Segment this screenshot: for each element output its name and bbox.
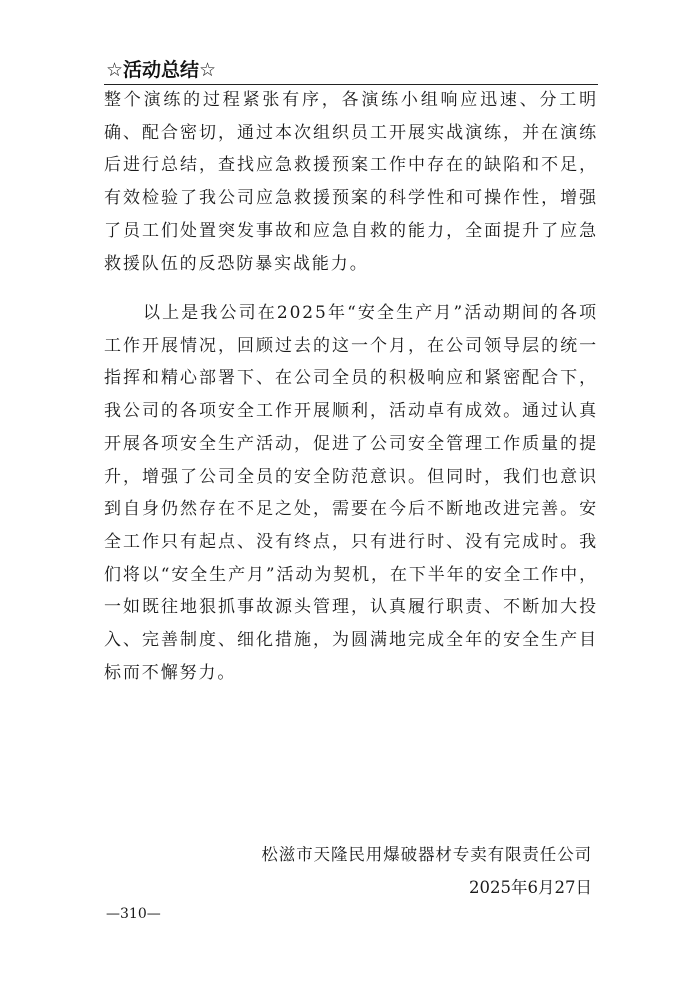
- summary-paragraph-1: 整个演练的过程紧张有序，各演练小组响应迅速、分工明确、配合密切，通过本次组织员工开展实战演练，并在演练后进行总结，查找应急救援预案工作中存在的缺陷和不足，有效检验了我公司应急救援预案的科学性和可操作性，增强了员工们处置突发事故和应急自救的能力，全面提升了应急救援队伍的反恐防暴实战能力。: [104, 90, 598, 274]
- signature-company: 松滋市天隆民用爆破器材专卖有限责任公司: [261, 845, 592, 864]
- signature-date: 2025年6月27日: [469, 878, 592, 897]
- page-number: —310—: [106, 906, 161, 922]
- section-title: ☆活动总结☆: [106, 59, 217, 81]
- summary-paragraph-2: 以上是我公司在2025年“安全生产月”活动期间的各项工作开展情况，回顾过去的这一个月，在公司领导层的统一指挥和精心部署下、在公司全员的积极响应和紧密配合下，我公司的各项安全工作开展顺利，活动卓有成效。通过认真开展各项安全生产活动，促进了公司安全管理工作质量的提升，增强了公司全员的安全防范意识。但同时，我们也意识到自身仍然存在不足之处，需要在今后不断地改进完善。安全工作只有起点、没有终点，只有进行时、没有完成时。我们将以“安全生产月”活动为契机，在下半年的安全工作中，一如既往地狠抓事故源头管理，认真履行职责、不断加大投入、完善制度、细化措施，为圆满地完成全年的安全生产目标而不懈努力。: [104, 303, 598, 683]
